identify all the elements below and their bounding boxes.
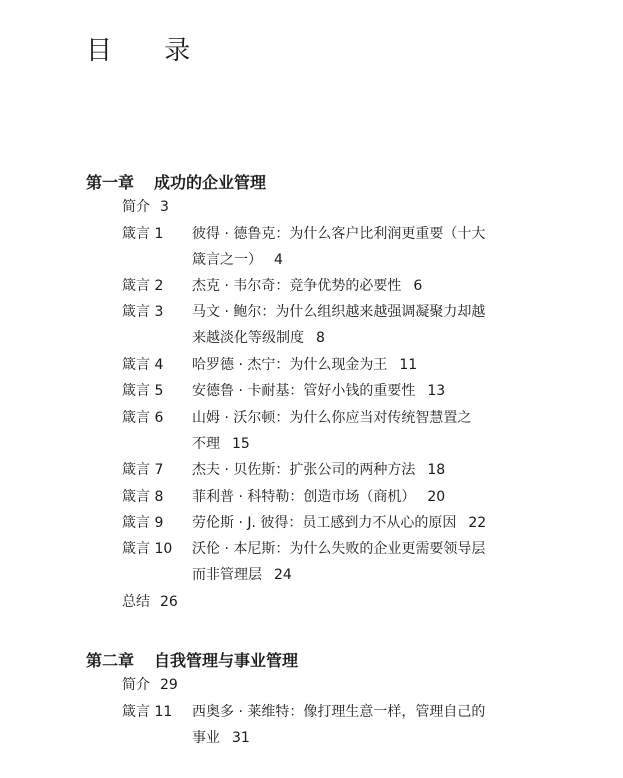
page-number: 4	[274, 252, 283, 268]
entry-text-line: 箴言之一）	[192, 252, 262, 268]
page-number: 13	[427, 383, 446, 399]
page-number: 20	[427, 489, 446, 505]
chapter-number: 第一章	[86, 173, 135, 192]
entry-text-line: 山姆 · 沃尔顿：为什么你应当对传统智慧置之	[192, 410, 472, 426]
entry-text-line: 哈罗德 · 杰宁：为什么现金为王	[192, 357, 388, 373]
entry-text-line: 西奥多 · 莱维特：像打理生意一样，管理自己的	[192, 704, 486, 720]
entry-text-line: 杰夫 · 贝佐斯：扩张公司的两种方法	[192, 462, 416, 478]
entry-label: 箴言 8	[122, 489, 164, 505]
entry-label: 箴言 6	[122, 410, 164, 426]
page-number: 11	[399, 357, 418, 373]
page-number: 22	[468, 515, 487, 531]
entry-text-line: 杰克 · 韦尔奇：竞争优势的必要性	[192, 278, 402, 294]
entry-text-line: 菲利普 · 科特勒：创造市场（商机）	[192, 489, 416, 505]
page-number: 24	[274, 567, 292, 583]
entry-label: 箴言 1	[122, 226, 164, 242]
summary-label: 总结	[122, 594, 150, 610]
entry-text-line: 而非管理层	[192, 567, 262, 583]
chapter-title: 自我管理与事业管理	[154, 651, 299, 670]
entry-label: 箴言 2	[122, 278, 164, 294]
entry-label: 箴言 4	[122, 357, 164, 373]
page-number: 29	[160, 677, 178, 693]
entry-label: 箴言 7	[122, 462, 164, 478]
toc-title: 目 录	[86, 36, 213, 66]
entry-text-line: 马文 · 鲍尔：为什么组织越来越强调凝聚力却越	[192, 304, 486, 320]
page-number: 3	[160, 199, 169, 215]
chapter-title: 成功的企业管理	[154, 173, 267, 192]
entry-label: 箴言 10	[122, 541, 173, 557]
entry-text-line: 劳伦斯 · J. 彼得：员工感到力不从心的原因	[192, 515, 457, 531]
intro-label: 简介	[122, 677, 150, 693]
entry-label: 箴言 3	[122, 304, 164, 320]
page-number: 18	[427, 462, 446, 478]
page-number: 15	[232, 436, 250, 452]
page-number: 31	[232, 730, 250, 746]
chapter-heading[interactable]	[86, 170, 266, 193]
entry-text-line: 沃伦 · 本尼斯：为什么失败的企业更需要领导层	[192, 541, 486, 557]
chapter-number: 第二章	[86, 651, 135, 670]
page-number: 26	[160, 594, 178, 610]
entry-text-line: 来越淡化等级制度	[192, 330, 304, 346]
intro-label: 简介	[122, 199, 150, 215]
entry-text-line: 不理	[192, 436, 220, 452]
entry-label: 箴言 5	[122, 383, 164, 399]
entry-text-line: 事业	[192, 730, 220, 746]
entry-label: 箴言 9	[122, 515, 164, 531]
entry-text-line: 安德鲁 · 卡耐基：管好小钱的重要性	[192, 383, 416, 399]
page-number: 6	[413, 278, 423, 294]
entry-label: 箴言 11	[122, 704, 173, 720]
chapter-heading[interactable]	[86, 648, 298, 671]
page-number: 8	[316, 330, 325, 346]
entry-text-line: 彼得 · 德鲁克：为什么客户比利润更重要（十大	[192, 226, 486, 242]
